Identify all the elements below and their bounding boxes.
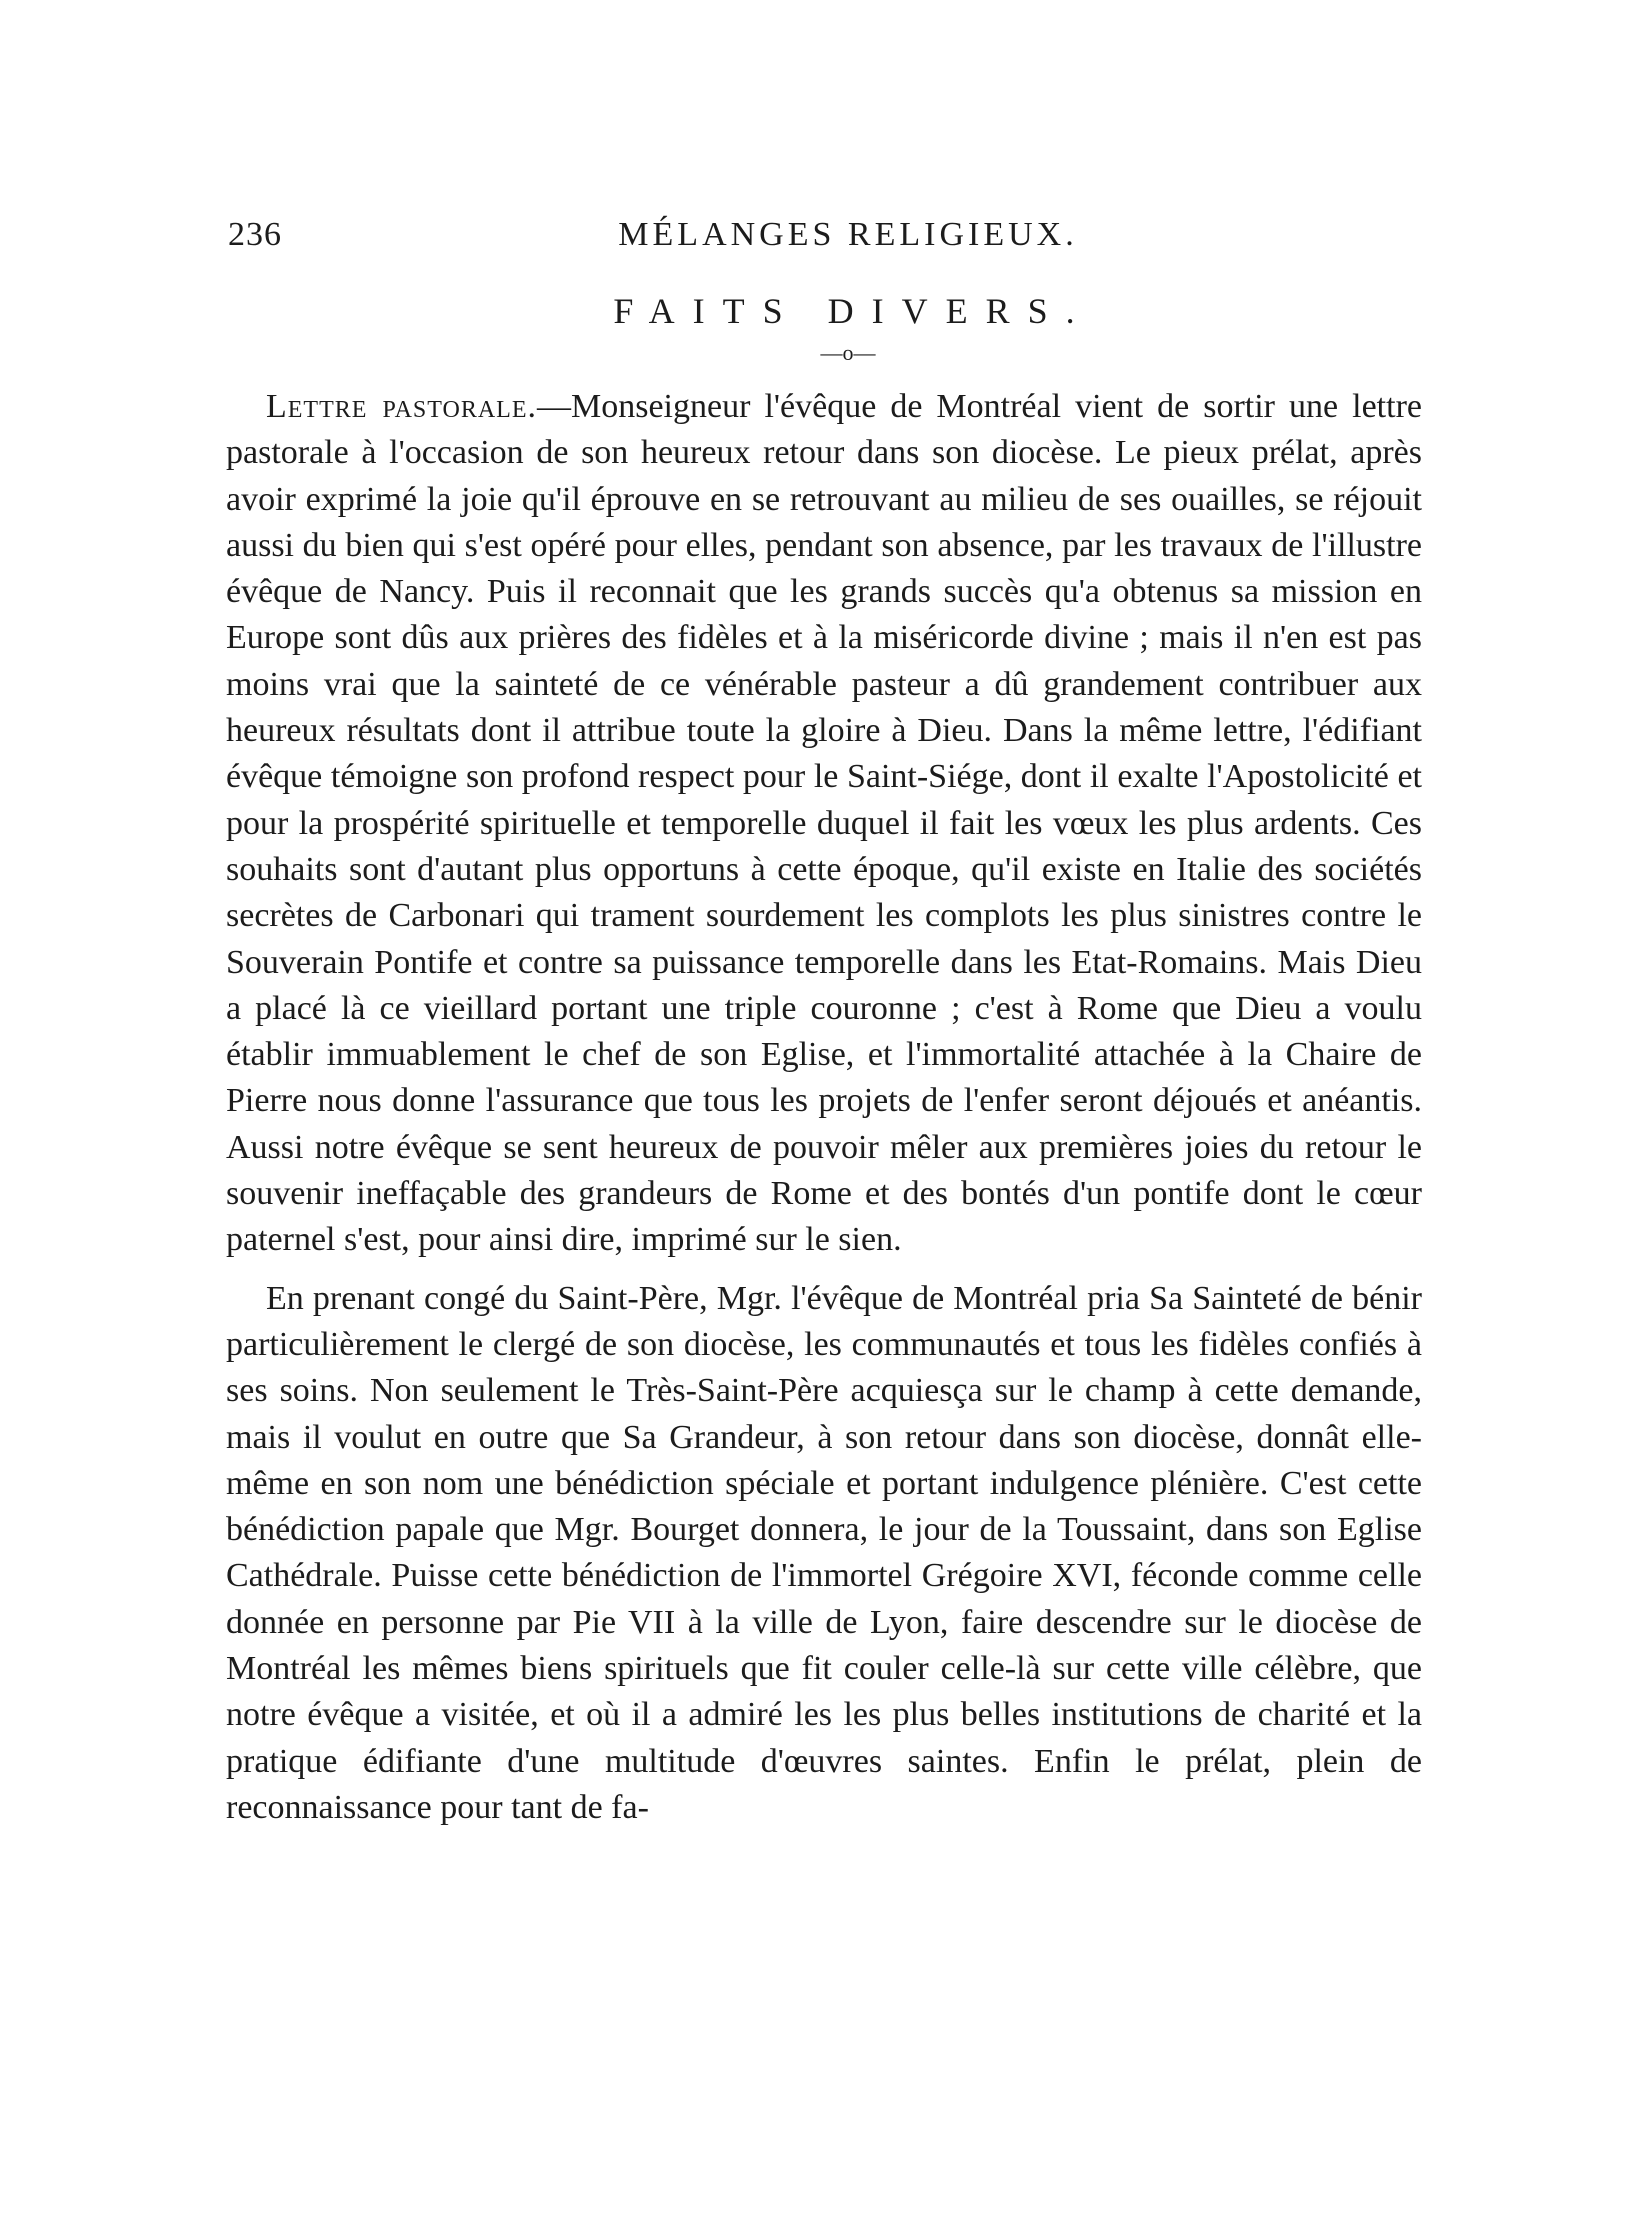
running-head	[228, 216, 1428, 266]
paragraph-1-text: —Monseigneur l'évêque de Montréal vient de sortir une lettre pastorale à l'occasion de son heureux retour dans son diocèse. Le pieux prélat, après avoir exprimé la joie qu'il éprouve en se retrouvant au milieu de ses ouailles, se réjouit aussi du bien qui s'est opéré pour elles, pendant son absence, par les travaux de l'illustre évêque de Nancy. Puis il reconnait que les grands succès qu'a obtenus sa mission en Europe sont dûs aux prières des fidèles et à la miséricorde divine ; mais il n'en est pas moins vrai que la sainteté de ce vénérable pasteur a dû grandement contribuer aux heureux résultats dont il attribue toute la gloire à Dieu. Dans la même lettre, l'édifiant évêque témoigne son profond respect pour le Saint-Siége, dont il exalte l'Apostolicité et pour la prospérité spirituelle et temporelle duquel il fait les vœux les plus ardents. Ces souhaits sont d'autant plus opportuns à cette époque, qu'il existe en Italie des sociétés secrètes de Carbonari qui trament sourdement les complots les plus sinistres contre le Souverain Pontife et contre sa puissance temporelle dans les Etat-Romains. Mais Dieu a placé là ce vieillard portant une triple couronne ; c'est à Rome que Dieu a voulu établir immuablement le chef de son Eglise, et l'immortalité attachée à la Chaire de Pierre nous donne l'assurance que tous les projets de l'enfer seront déjoués et anéantis. Aussi notre évêque se sent heureux de pouvoir mêler aux premières joies du retour le souvenir ineffaçable des grandeurs de Rome et des bontés d'un pontife dont le cœur paternel s'est, pour ainsi dire, imprimé sur le sien.	[226, 388, 1422, 1259]
journal-title: MÉLANGES RELIGIEUX.	[618, 216, 1078, 253]
article-body	[226, 384, 1422, 1831]
section-ornament: —o—	[820, 340, 876, 365]
paragraph	[226, 384, 1422, 1264]
page-number: 236	[228, 216, 282, 253]
paragraph: En prenant congé du Saint-Père, Mgr. l'évêque de Montréal pria Sa Sainteté de bénir particulièrement le clergé de son diocèse, les communautés et tous les fidèles confiés à ses soins. Non seulement le Très-Saint-Père acquiesça sur le champ à cette demande, mais il voulut en outre que Sa Grandeur, à son retour dans son diocèse, donnât elle-même en son nom une bénédiction spéciale et portant indulgence plénière. C'est cette bénédiction papale que Mgr. Bourget donnera, le jour de la Toussaint, dans son Eglise Cathédrale. Puisse cette bénédiction de l'immortel Grégoire XVI, féconde comme celle donnée en personne par Pie VII à la ville de Lyon, faire descendre sur le diocèse de Montréal les mêmes biens spirituels que fit couler celle-là sur cette ville célèbre, que notre évêque a visitée, et où il a admiré les les plus belles institutions de charité et la pratique édifiante d'une multitude d'œuvres saintes. Enfin le prélat, plein de reconnaissance pour tant de fa-	[226, 1279, 1422, 1826]
section-title: FAITS DIVERS.	[613, 291, 1093, 331]
lead-in: Lettre pastorale.	[266, 388, 537, 425]
